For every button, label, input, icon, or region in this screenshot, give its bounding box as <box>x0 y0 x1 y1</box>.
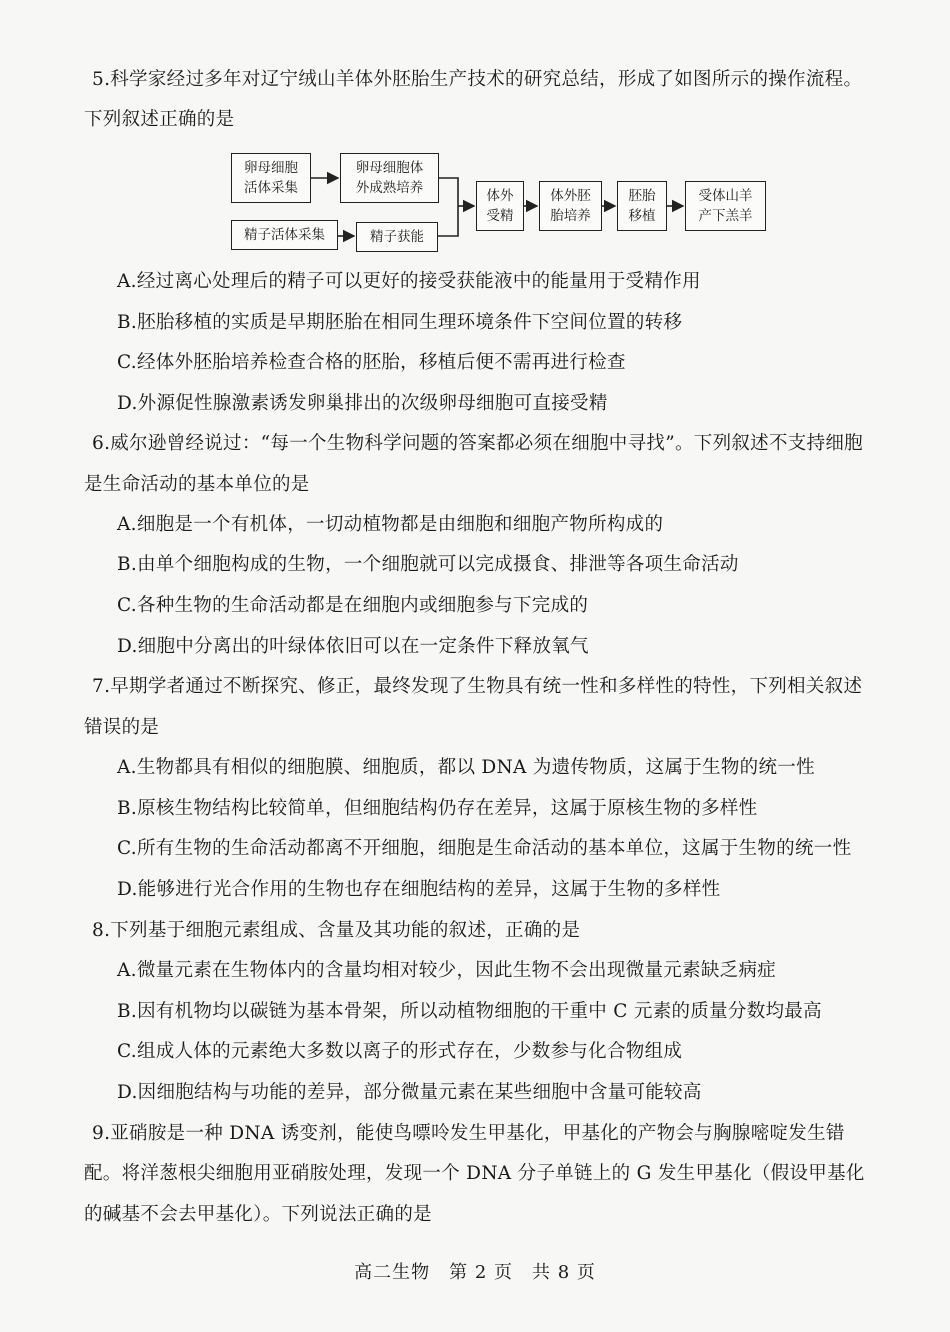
q6-option-c: C.各种生物的生命活动都是在细胞内或细胞参与下完成的 <box>117 595 589 616</box>
q7-option-d: D.能够进行光合作用的生物也存在细胞结构的差异，这属于生物的多样性 <box>117 879 721 900</box>
flow-text: 受体山羊 <box>698 188 753 204</box>
flow-text: 体外胚 <box>550 188 591 204</box>
q7-option-b: B.原核生物结构比较简单，但细胞结构仍存在差异，这属于原核生物的多样性 <box>117 798 758 819</box>
q9-stem-line1: 9.亚硝胺是一种 DNA 诱变剂，能使鸟嘌呤发生甲基化，甲基化的产物会与胸腺嘧啶发生错 <box>92 1123 845 1144</box>
flow-text: 移植 <box>628 208 656 224</box>
q5-option-a: A.经过离心处理后的精子可以更好的接受获能液中的能量用于受精作用 <box>117 271 701 292</box>
bracket <box>438 178 458 236</box>
q8-option-a: A.微量元素在生物体内的含量均相对较少，因此生物不会出现微量元素缺乏病症 <box>117 960 777 981</box>
q6-stem-line2: 是生命活动的基本单位的是 <box>84 474 310 495</box>
flow-text: 外成熟培养 <box>355 180 424 196</box>
q5-stem-line1: 5.科学家经过多年对辽宁绒山羊体外胚胎生产技术的研究总结，形成了如图所示的操作流程。 <box>92 69 863 90</box>
flow-text: 胚胎 <box>628 188 656 204</box>
q5-option-b: B.胚胎移植的实质是早期胚胎在相同生理环境条件下空间位置的转移 <box>117 312 683 333</box>
q7-stem-line2: 错误的是 <box>84 717 160 738</box>
q5-option-c: C.经体外胚胎培养检查合格的胚胎，移植后便不需再进行检查 <box>117 352 626 373</box>
flow-text: 受精 <box>486 208 514 224</box>
flow-text: 卵母细胞 <box>244 160 298 176</box>
page-footer: 高二生物 第 2 页 共 8 页 <box>354 1262 596 1283</box>
q6-option-a: A.细胞是一个有机体，一切动植物都是由细胞和细胞产物所构成的 <box>117 514 664 535</box>
flow-text: 体外 <box>486 188 514 204</box>
q7-option-c: C.所有生物的生命活动都离不开细胞，细胞是生命活动的基本单位，这属于生物的统一性 <box>117 838 852 859</box>
flow-text: 胎培养 <box>550 208 591 224</box>
flow-text: 精子活体采集 <box>244 227 325 243</box>
q6-option-b: B.由单个细胞构成的生物，一个细胞就可以完成摄食、排泄等各项生命活动 <box>117 554 739 575</box>
q9-stem-line2: 配。将洋葱根尖细胞用亚硝胺处理，发现一个 DNA 分子单链上的 G 发生甲基化（假设甲基化 <box>84 1163 865 1184</box>
q5-stem-line2: 下列叙述正确的是 <box>84 109 235 130</box>
q7-option-a: A.生物都具有相似的细胞膜、细胞质，都以 DNA 为遗传物质，这属于生物的统一性 <box>117 757 815 778</box>
q6-stem-line1: 6.威尔逊曾经说过：“每一个生物科学问题的答案都必须在细胞中寻找”。下列叙述不支持细胞 <box>92 433 863 454</box>
flow-text: 卵母细胞体 <box>355 160 424 176</box>
flow-text: 产下羔羊 <box>698 208 753 224</box>
q9-stem-line3: 的碱基不会去甲基化）。下列说法正确的是 <box>84 1204 432 1225</box>
q6-option-d: D.细胞中分离出的叶绿体依旧可以在一定条件下释放氧气 <box>117 636 589 657</box>
q5-option-d: D.外源促性腺激素诱发卵巢排出的次级卵母细胞可直接受精 <box>117 393 608 414</box>
q8-option-c: C.组成人体的元素绝大多数以离子的形式存在，少数参与化合物组成 <box>117 1041 683 1062</box>
q7-stem-line1: 7.早期学者通过不断探究、修正，最终发现了生物具有统一性和多样性的特性，下列相关叙述 <box>92 676 863 697</box>
q8-option-b: B.因有机物均以碳链为基本骨架，所以动植物细胞的干重中 C 元素的质量分数均最高 <box>117 1001 822 1022</box>
q8-option-d: D.因细胞结构与功能的差异，部分微量元素在某些细胞中含量可能较高 <box>117 1082 702 1103</box>
flow-text: 精子获能 <box>370 229 424 245</box>
flow-arrows <box>0 0 950 300</box>
flow-text: 活体采集 <box>244 180 298 196</box>
q8-stem-line1: 8.下列基于细胞元素组成、含量及其功能的叙述，正确的是 <box>92 920 581 941</box>
